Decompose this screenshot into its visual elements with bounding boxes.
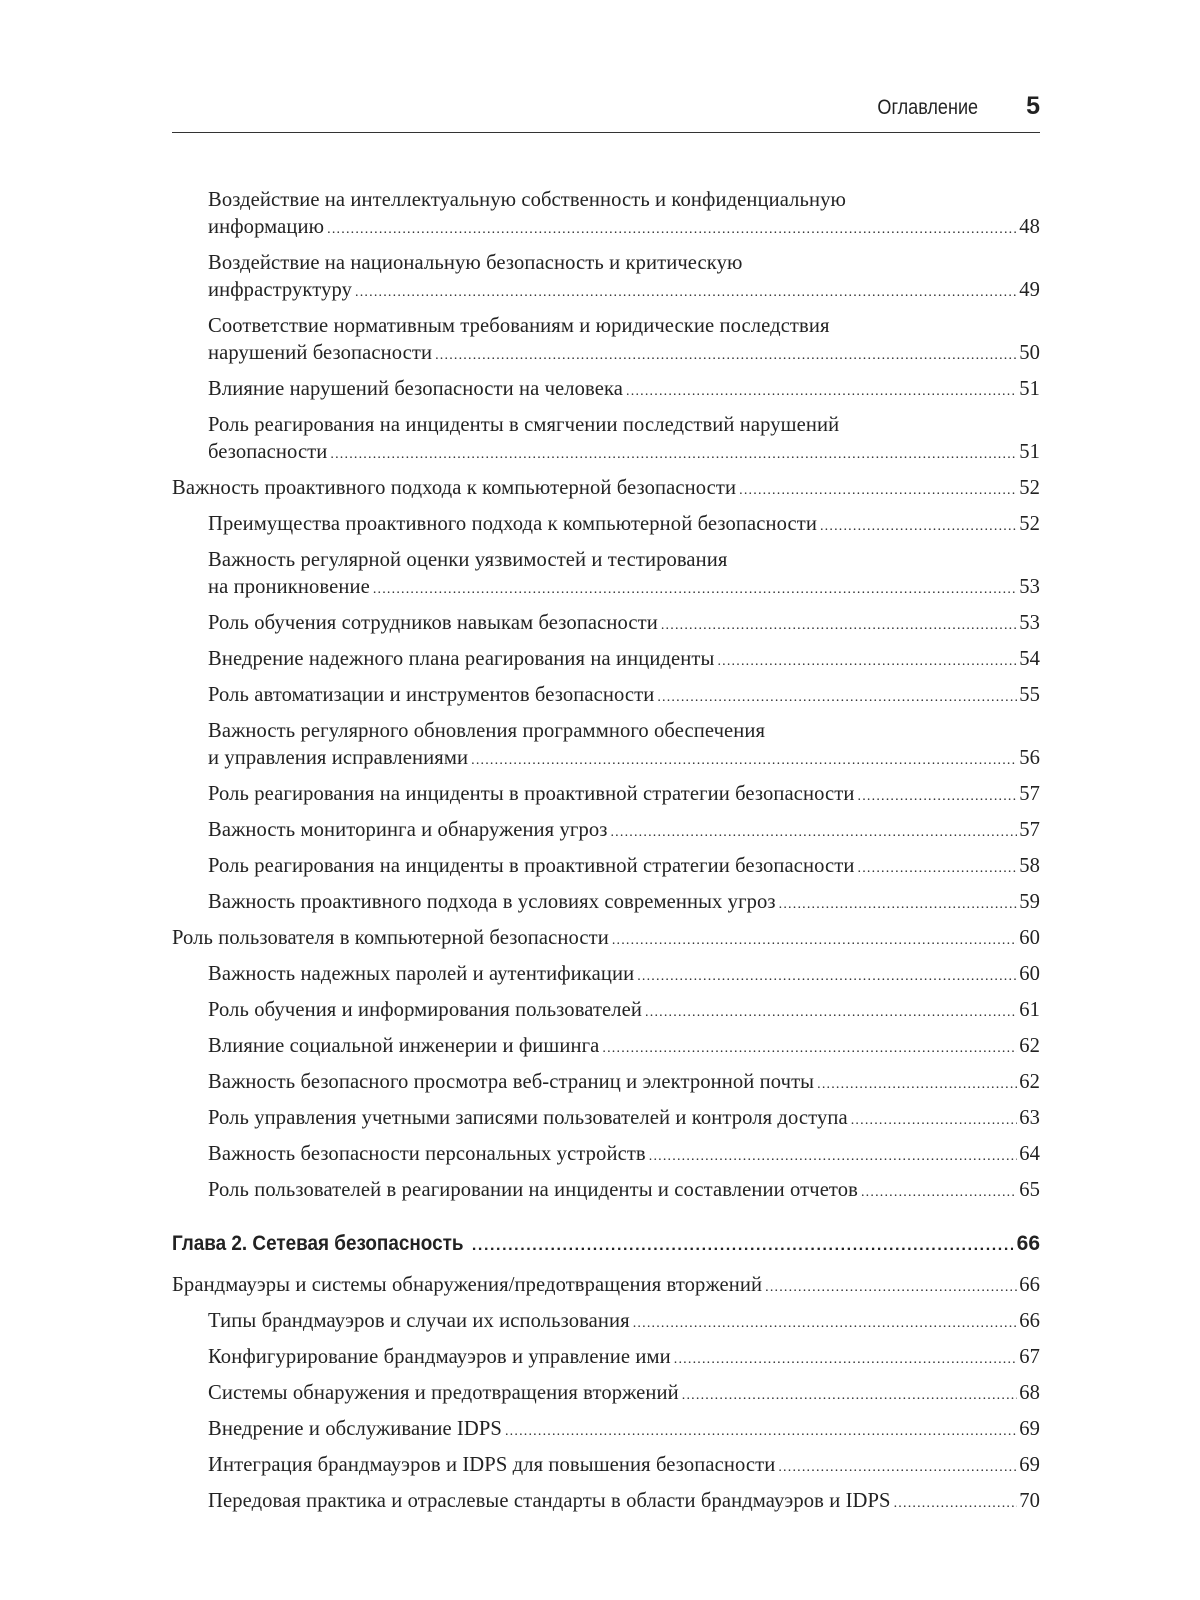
toc-section-entry[interactable] <box>172 475 1040 504</box>
toc-subsection-entry[interactable] <box>172 781 1040 810</box>
toc-entry-title: Преимущества проактивного подхода к компьютерной безопасности <box>208 513 817 535</box>
toc-entry-page-number: 52 <box>1019 513 1040 535</box>
table-of-contents <box>172 187 1040 1524</box>
running-header-title: Оглавление <box>877 96 978 119</box>
toc-subsection-entry[interactable] <box>172 610 1040 639</box>
dot-leader <box>820 513 1017 540</box>
toc-subsection-entry[interactable] <box>172 682 1040 711</box>
toc-entry-title: Типы брандмауэров и случаи их использования <box>208 1310 630 1332</box>
chapter-page-number: 66 <box>1016 1232 1040 1255</box>
toc-entry-page-number: 53 <box>1019 576 1040 598</box>
toc-entry-title-line: Воздействие на национальную безопасность и критическую <box>208 252 743 274</box>
toc-entry-page-number: 67 <box>1019 1346 1040 1368</box>
toc-entry-title: Передовая практика и отраслевые стандарты в области брандмауэров и IDPS <box>208 1490 891 1512</box>
dot-leader <box>765 1274 1017 1301</box>
toc-entry-title: Конфигурирование брандмауэров и управление ими <box>208 1346 671 1368</box>
toc-entry-page-number: 51 <box>1019 441 1040 463</box>
toc-subsection-entry[interactable] <box>172 376 1040 405</box>
toc-section-chapter-2 <box>172 1272 1040 1517</box>
toc-entry-page-number: 54 <box>1019 648 1040 670</box>
dot-leader <box>355 279 1017 306</box>
toc-subsection-entry[interactable] <box>172 1488 1040 1517</box>
toc-entry-page-number: 69 <box>1019 1418 1040 1440</box>
toc-entry-page-number: 48 <box>1019 216 1040 238</box>
toc-subsection-entry[interactable] <box>172 1177 1040 1206</box>
dot-leader <box>330 441 1017 468</box>
toc-entry-title: Роль пользователей в реагировании на инциденты и составлении отчетов <box>208 1179 858 1201</box>
dot-leader <box>649 1143 1017 1170</box>
dot-leader <box>637 963 1017 990</box>
toc-entry-page-number: 66 <box>1019 1310 1040 1332</box>
toc-entry-page-number: 70 <box>1019 1490 1040 1512</box>
toc-subsection-entry[interactable] <box>172 1141 1040 1170</box>
toc-entry-page-number: 56 <box>1019 747 1040 769</box>
dot-leader <box>717 648 1017 675</box>
toc-entry-title: и управления исправлениями <box>208 747 469 769</box>
toc-subsection-entry[interactable] <box>172 412 1040 468</box>
toc-entry-page-number: 69 <box>1019 1454 1040 1476</box>
toc-entry-title: инфраструктуру <box>208 279 353 301</box>
dot-leader <box>645 999 1017 1026</box>
toc-subsection-entry[interactable] <box>172 313 1040 369</box>
toc-entry-page-number: 65 <box>1019 1179 1040 1201</box>
toc-subsection-entry[interactable] <box>172 853 1040 882</box>
toc-section-entry[interactable] <box>172 925 1040 954</box>
dot-leader <box>861 1179 1017 1206</box>
running-header <box>172 92 1040 133</box>
toc-section-entry[interactable] <box>172 1272 1040 1301</box>
dot-leader <box>657 684 1017 711</box>
toc-subsection-entry[interactable] <box>172 997 1040 1026</box>
dot-leader <box>817 1071 1017 1098</box>
toc-subsection-entry[interactable] <box>172 1105 1040 1134</box>
toc-entry-title-line: Роль реагирования на инциденты в смягчении последствий нарушений <box>208 414 840 436</box>
dot-leader <box>435 342 1017 369</box>
dot-leader <box>612 927 1017 954</box>
toc-subsection-entry[interactable] <box>172 646 1040 675</box>
toc-entry-page-number: 50 <box>1019 342 1040 364</box>
toc-subsection-entry[interactable] <box>172 889 1040 918</box>
chapter-title: Глава 2. Сетевая безопасность <box>172 1232 464 1255</box>
toc-entry-title: Интеграция брандмауэров и IDPS для повышения безопасности <box>208 1454 776 1476</box>
dot-leader <box>661 612 1017 639</box>
toc-subsection-entry[interactable] <box>172 817 1040 846</box>
toc-entry-title-line: Соответствие нормативным требованиям и юридические последствия <box>208 315 830 337</box>
dot-leader <box>851 1107 1017 1134</box>
toc-entry-page-number: 49 <box>1019 279 1040 301</box>
dot-leader <box>739 477 1017 504</box>
toc-entry-page-number: 66 <box>1019 1274 1040 1296</box>
toc-entry-title: Важность проактивного подхода к компьютерной безопасности <box>172 477 737 499</box>
toc-entry-title: Роль обучения сотрудников навыкам безопасности <box>208 612 658 634</box>
toc-entry-page-number: 61 <box>1019 999 1040 1021</box>
toc-entry-title: Важность мониторинга и обнаружения угроз <box>208 819 608 841</box>
toc-entry-title: Брандмауэры и системы обнаружения/предотвращения вторжений <box>172 1274 763 1296</box>
toc-entry-title: Роль автоматизации и инструментов безопасности <box>208 684 655 706</box>
toc-section-chapter-1 <box>172 187 1040 1206</box>
dot-leader <box>779 891 1018 918</box>
toc-entry-page-number: 68 <box>1019 1382 1040 1404</box>
toc-entry-page-number: 62 <box>1019 1035 1040 1057</box>
toc-chapter-heading[interactable] <box>172 1230 1040 1260</box>
toc-entry-title: нарушений безопасности <box>208 342 433 364</box>
toc-entry-page-number: 58 <box>1019 855 1040 877</box>
dot-leader <box>894 1490 1018 1517</box>
dot-leader <box>327 216 1017 243</box>
toc-entry-page-number: 57 <box>1019 819 1040 841</box>
toc-entry-page-number: 62 <box>1019 1071 1040 1093</box>
dot-leader <box>610 819 1017 846</box>
toc-entry-title-line: Воздействие на интеллектуальную собственность и конфиденциальную <box>208 189 847 211</box>
dot-leader <box>858 855 1018 882</box>
toc-entry-title: Внедрение надежного плана реагирования на инциденты <box>208 648 715 670</box>
toc-subsection-entry[interactable] <box>172 1308 1040 1337</box>
toc-entry-title-line: Важность регулярного обновления программного обеспечения <box>208 720 766 742</box>
toc-entry-title: информацию <box>208 216 325 238</box>
toc-entry-title: Роль пользователя в компьютерной безопасности <box>172 927 609 949</box>
dot-leader <box>682 1382 1017 1409</box>
toc-entry-title: Важность проактивного подхода в условиях современных угроз <box>208 891 776 913</box>
toc-entry-page-number: 53 <box>1019 612 1040 634</box>
toc-subsection-entry[interactable] <box>172 1452 1040 1481</box>
toc-subsection-entry[interactable] <box>172 1380 1040 1409</box>
dot-leader <box>633 1310 1017 1337</box>
toc-entry-title: Важность надежных паролей и аутентификации <box>208 963 635 985</box>
dot-leader <box>602 1035 1017 1062</box>
page-number: 5 <box>1026 92 1040 120</box>
toc-entry-title: Важность безопасности персональных устройств <box>208 1143 646 1165</box>
toc-entry-title: Роль обучения и информирования пользователей <box>208 999 643 1021</box>
toc-subsection-entry[interactable] <box>172 511 1040 540</box>
dot-leader <box>858 783 1018 810</box>
toc-entry-page-number: 57 <box>1019 783 1040 805</box>
toc-subsection-entry[interactable] <box>172 718 1040 774</box>
toc-subsection-entry[interactable] <box>172 961 1040 990</box>
toc-subsection-entry[interactable] <box>172 1033 1040 1062</box>
toc-subsection-entry[interactable] <box>172 1069 1040 1098</box>
toc-entry-page-number: 60 <box>1019 963 1040 985</box>
toc-entry-title: на проникновение <box>208 576 370 598</box>
toc-entry-title: Системы обнаружения и предотвращения вторжений <box>208 1382 679 1404</box>
dot-leader <box>505 1418 1017 1445</box>
toc-entry-page-number: 51 <box>1019 378 1040 400</box>
toc-entry-title: безопасности <box>208 441 328 463</box>
toc-entry-title: Влияние социальной инженерии и фишинга <box>208 1035 600 1057</box>
toc-entry-title-line: Важность регулярной оценки уязвимостей и тестирования <box>208 549 728 571</box>
toc-entry-title: Роль реагирования на инциденты в проактивной стратегии безопасности <box>208 855 855 877</box>
toc-entry-title: Важность безопасного просмотра веб-страниц и электронной почты <box>208 1071 815 1093</box>
toc-entry-page-number: 63 <box>1019 1107 1040 1129</box>
toc-entry-page-number: 64 <box>1019 1143 1040 1165</box>
toc-entry-page-number: 60 <box>1019 927 1040 949</box>
dot-leader <box>472 1232 1013 1260</box>
dot-leader <box>674 1346 1017 1373</box>
toc-entry-title: Роль реагирования на инциденты в проактивной стратегии безопасности <box>208 783 855 805</box>
dot-leader <box>373 576 1017 603</box>
dot-leader <box>626 378 1017 405</box>
toc-entry-title: Влияние нарушений безопасности на человека <box>208 378 624 400</box>
toc-entry-title: Внедрение и обслуживание IDPS <box>208 1418 502 1440</box>
toc-subsection-entry[interactable] <box>172 250 1040 306</box>
toc-entry-page-number: 52 <box>1019 477 1040 499</box>
toc-subsection-entry[interactable] <box>172 547 1040 603</box>
dot-leader <box>471 747 1017 774</box>
toc-subsection-entry[interactable] <box>172 1416 1040 1445</box>
toc-subsection-entry[interactable] <box>172 187 1040 243</box>
toc-subsection-entry[interactable] <box>172 1344 1040 1373</box>
toc-entry-title: Роль управления учетными записями пользователей и контроля доступа <box>208 1107 848 1129</box>
dot-leader <box>778 1454 1017 1481</box>
toc-entry-page-number: 55 <box>1019 684 1040 706</box>
toc-entry-page-number: 59 <box>1019 891 1040 913</box>
